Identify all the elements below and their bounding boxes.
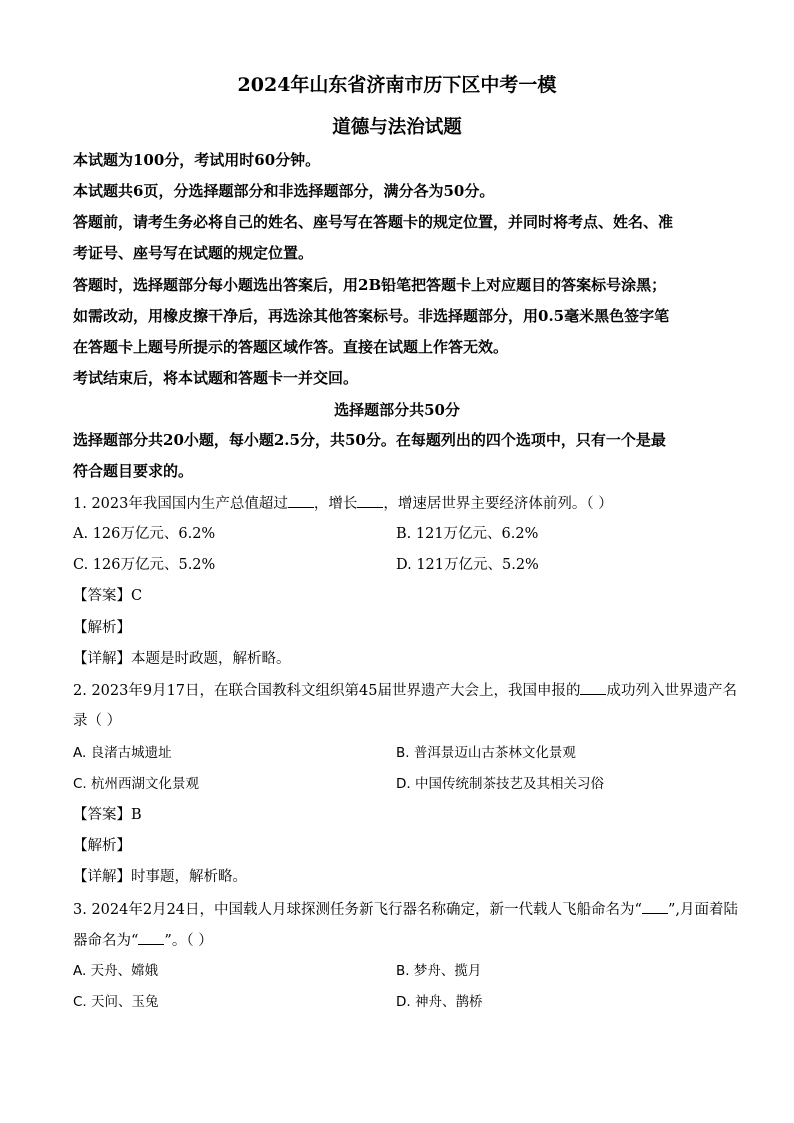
option-b: B. 梦舟、揽月 xyxy=(396,963,482,979)
instruction-line: 考试结束后，将本试题和答题卡一并交回。 xyxy=(73,369,359,387)
section-heading: 选择题部分共50分 xyxy=(334,401,460,419)
option-c: C. 126万亿元、5.2% xyxy=(73,557,216,573)
question-stem-text: 1. 2023年我国国内生产总值超过 xyxy=(73,496,288,512)
exam-subtitle: 道德与法治试题 xyxy=(332,117,462,138)
exam-title: 2024年山东省济南市历下区中考一模 xyxy=(237,74,557,96)
answer-blank xyxy=(288,493,314,508)
answer-label: 【答案】B xyxy=(73,807,142,823)
option-b: B. 普洱景迈山古茶林文化景观 xyxy=(396,745,576,761)
question-stem-text: 2. 2023年9月17日，在联合国教科文组织第45届世界遗产大会上，我国申报的 xyxy=(73,683,581,699)
question-stem-text: ，增长 xyxy=(313,496,358,512)
instruction-line: 答题时，选择题部分每小题选出答案后，用2B铅笔把答题卡上对应题目的答案标号涂黑； xyxy=(73,276,667,294)
option-a: A. 天舟、嫦娥 xyxy=(73,963,159,979)
instruction-line: 答题前，请考生务必将自己的姓名、座号写在答题卡的规定位置，并同时将考点、姓名、准 xyxy=(73,213,674,231)
detail-label: 【详解】时事题，解析略。 xyxy=(73,869,247,885)
question-stem-text: 3. 2024年2月24日，中国载人月球探测任务新飞行器名称确定，新一代载人飞船命名为“ xyxy=(73,902,642,918)
option-d: D. 121万亿元、5.2% xyxy=(396,557,539,573)
analysis-label: 【解析】 xyxy=(73,620,131,636)
instruction-line: 本试题为100分，考试用时60分钟。 xyxy=(73,151,321,169)
question-stem-text: 成功列入世界遗产名 xyxy=(606,683,737,699)
instruction-line: 考证号、座号写在试题的规定位置。 xyxy=(73,244,314,262)
question-stem xyxy=(73,680,737,701)
question-stem-text: ”。（ ） xyxy=(164,933,213,949)
instruction-line: 如需改动，用橡皮擦干净后，再选涂其他答案标号。非选择题部分，用0.5毫米黑色签字笔 xyxy=(73,307,670,325)
section-description: 符合题目要求的。 xyxy=(73,462,194,480)
question-stem-text: 器命名为“ xyxy=(73,933,139,949)
option-c: C. 天问、玉兔 xyxy=(73,994,159,1010)
question-stem-text: ，增速居世界主要经济体前列。（ ） xyxy=(383,496,613,512)
answer-blank xyxy=(580,680,606,695)
answer-blank xyxy=(138,930,164,945)
question-stem xyxy=(73,493,613,514)
question-stem-text: ”,月面着陆 xyxy=(667,902,738,918)
option-a: A. 良渚古城遗址 xyxy=(73,745,172,761)
instruction-line: 在答题卡上题号所提示的答题区域作答。直接在试题上作答无效。 xyxy=(73,338,509,356)
option-a: A. 126万亿元、6.2% xyxy=(73,526,216,542)
analysis-label: 【解析】 xyxy=(73,838,131,854)
option-d: D. 中国传统制茶技艺及其相关习俗 xyxy=(396,776,604,792)
option-c: C. 杭州西湖文化景观 xyxy=(73,776,200,792)
instruction-line: 本试题共6页，分选择题部分和非选择题部分，满分各为50分。 xyxy=(73,182,495,200)
question-stem xyxy=(73,899,738,920)
question-stem-continued: 录（ ） xyxy=(73,713,122,729)
question-stem-continued xyxy=(73,930,213,951)
detail-label: 【详解】本题是时政题，解析略。 xyxy=(73,651,291,667)
answer-blank xyxy=(642,899,668,914)
option-d: D. 神舟、鹊桥 xyxy=(396,994,483,1010)
section-description: 选择题部分共20小题，每小题2.5分，共50分。在每题列出的四个选项中，只有一个是最 xyxy=(73,431,666,449)
option-b: B. 121万亿元、6.2% xyxy=(396,526,539,542)
answer-label: 【答案】C xyxy=(73,588,143,604)
answer-blank xyxy=(357,493,383,508)
